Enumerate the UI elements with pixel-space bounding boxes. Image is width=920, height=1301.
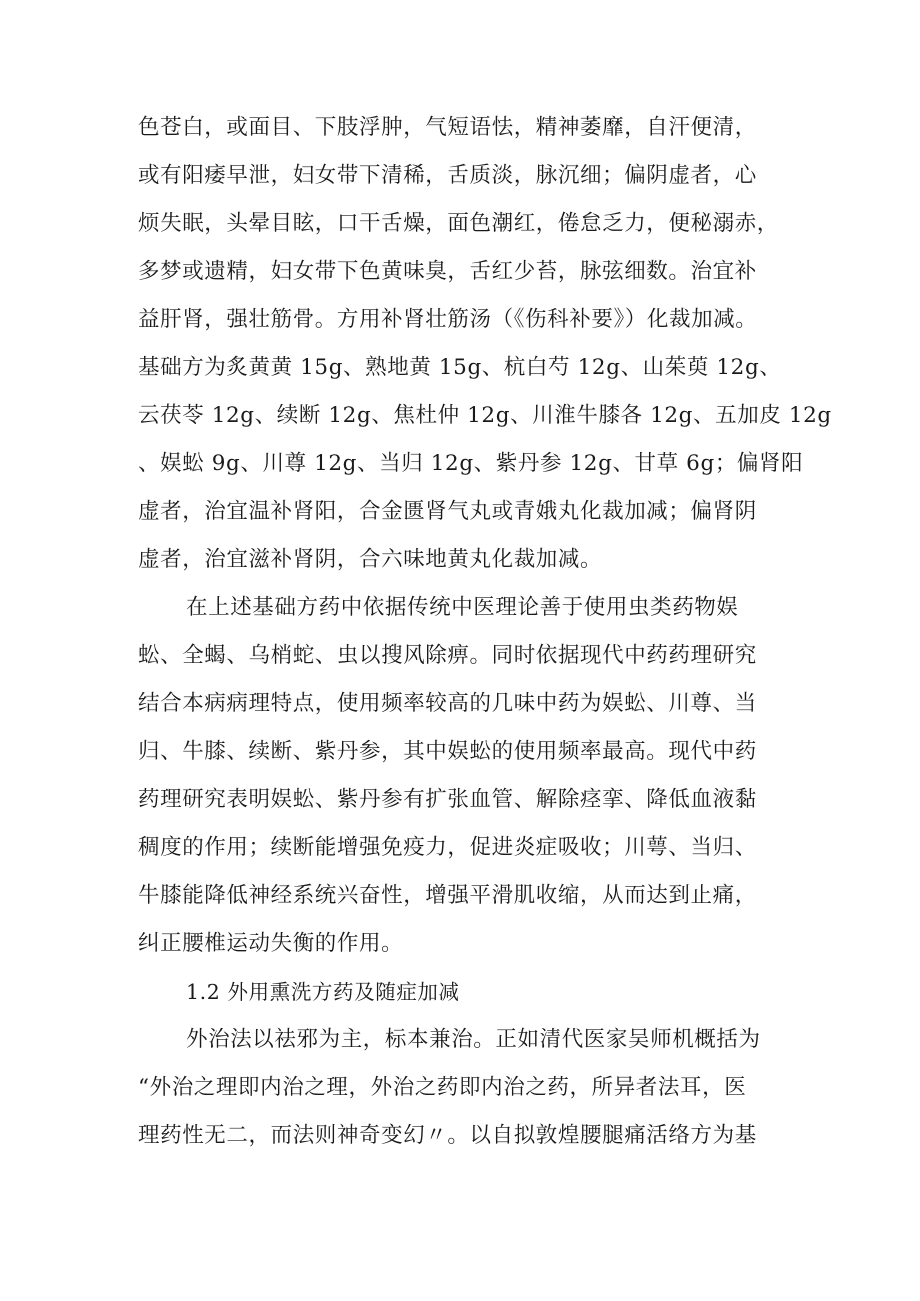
text-line: 牛膝能降低神经系统兴奋性，增强平滑肌收缩，从而达到止痛， [138, 883, 757, 908]
text-line: 多梦或遗精，妇女带下色黄味臭，舌红少苔，脉弦细数。治宜补 [138, 259, 757, 284]
paragraph-first-line: 在上述基础方药中依据传统中医理论善于使用虫类药物娱 [186, 595, 739, 620]
text-line: 虚者，治宜滋补肾阴，合六味地黄丸化裁加减。 [138, 547, 603, 572]
text-line: 药理研究表明娱蚣、紫丹参有扩张血管、解除痉挛、降低血液黏 [138, 787, 757, 812]
text-line: 益肝肾，强壮筋骨。方用补肾壮筋汤（《伤科补要》）化裁加减。 [138, 307, 758, 332]
text-line: 虚者，治宜温补肾阳，合金匮肾气丸或青娥丸化裁加减；偏肾阴 [138, 499, 757, 524]
text-line: 归、牛膝、续断、紫丹参，其中娱蚣的使用频率最高。现代中药 [138, 739, 757, 764]
paragraph-first-line: 外治法以祛邪为主，标本兼治。正如清代医家吴师机概括为 [186, 1027, 761, 1052]
text-line: 蚣、全蝎、乌梢蛇、虫以搜风除痹。同时依据现代中药药理研究 [138, 643, 757, 668]
text-line: 纠正腰椎运动失衡的作用。 [138, 931, 404, 956]
text-line: 结合本病病理特点，使用频率较高的几味中药为娱蚣、川尊、当 [138, 691, 757, 716]
text-line: 或有阳痿早泄，妇女带下清稀，舌质淡，脉沉细；偏阴虚者，心 [138, 163, 757, 188]
text-line: 稠度的作用；续断能增强免疫力，促进炎症吸收；川萼、当归、 [138, 835, 757, 860]
text-line: 云茯苓 12g、续断 12g、焦杜仲 12g、川淮牛膝各 12g、五加皮 12g [138, 403, 832, 428]
text-line: 色苍白，或面目、下肢浮肿，气短语怯，精神萎靡，自汗便清， [138, 115, 757, 140]
text-line: 理药性无二，而法则神奇变幻〃。以自拟敦煌腰腿痛活络方为基 [138, 1123, 757, 1148]
text-line: 、娱蚣 9g、川尊 12g、当归 12g、紫丹参 12g、甘草 6g；偏肾阳 [138, 451, 804, 476]
section-heading: 1.2 外用熏洗方药及随症加减 [186, 980, 460, 1004]
text-line: 烦失眠，头晕目眩，口干舌燥，面色潮红，倦怠乏力，便秘溺赤， [138, 211, 779, 236]
text-line: 基础方为炙黄黄 15g、熟地黄 15g、杭白芍 12g、山茱萸 12g、 [138, 355, 782, 380]
text-line: “外治之理即内治之理，外治之药即内治之药，所异者法耳，医 [138, 1075, 747, 1100]
